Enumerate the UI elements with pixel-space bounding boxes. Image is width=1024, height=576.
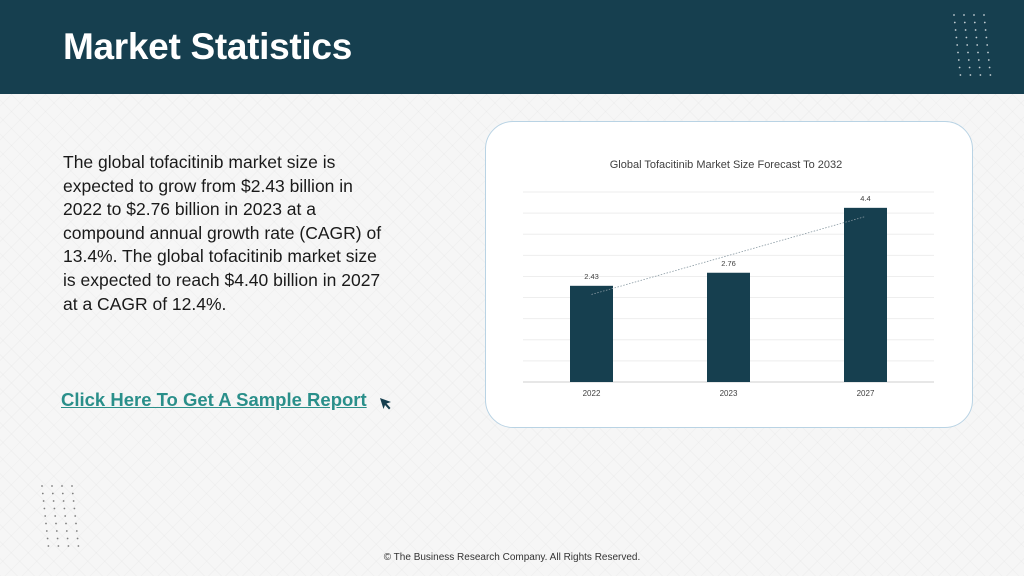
bar-2022 [570,286,613,382]
x-tick-2027: 2027 [856,389,875,398]
sample-report-link[interactable]: Click Here To Get A Sample Report [61,389,367,410]
bar-chart [486,122,974,429]
x-tick-2022: 2022 [582,389,601,398]
page-title: Market Statistics [63,26,352,67]
market-description: The global tofacitinib market size is expected to grow from $2.43 billion in 2022 to $2.76 billion in 2023 at a compound annual growth rate (CAGR) of 13.4%. The global tofacitinib market size is expected to reach $4.40 billion in 2027 at a CAGR of 12.4%. [63,152,382,314]
cursor-arrow-icon [379,397,393,411]
chart-card [485,121,973,428]
chart-title: Global Tofacitinib Market Size Forecast To 2032 [609,159,843,171]
data-label-2022: 2.43 [584,271,599,281]
dot-pattern-icon [38,483,88,558]
bar-2023 [707,273,750,382]
header-bar [0,0,1024,94]
dot-pattern-icon [950,12,1000,82]
footer-copyright: © The Business Research Company. All Rights Reserved. [383,552,641,563]
data-label-2023: 2.76 [721,258,736,268]
bar-2027 [844,208,887,382]
data-label-2027: 4.4 [860,193,871,203]
x-tick-2023: 2023 [719,389,738,398]
